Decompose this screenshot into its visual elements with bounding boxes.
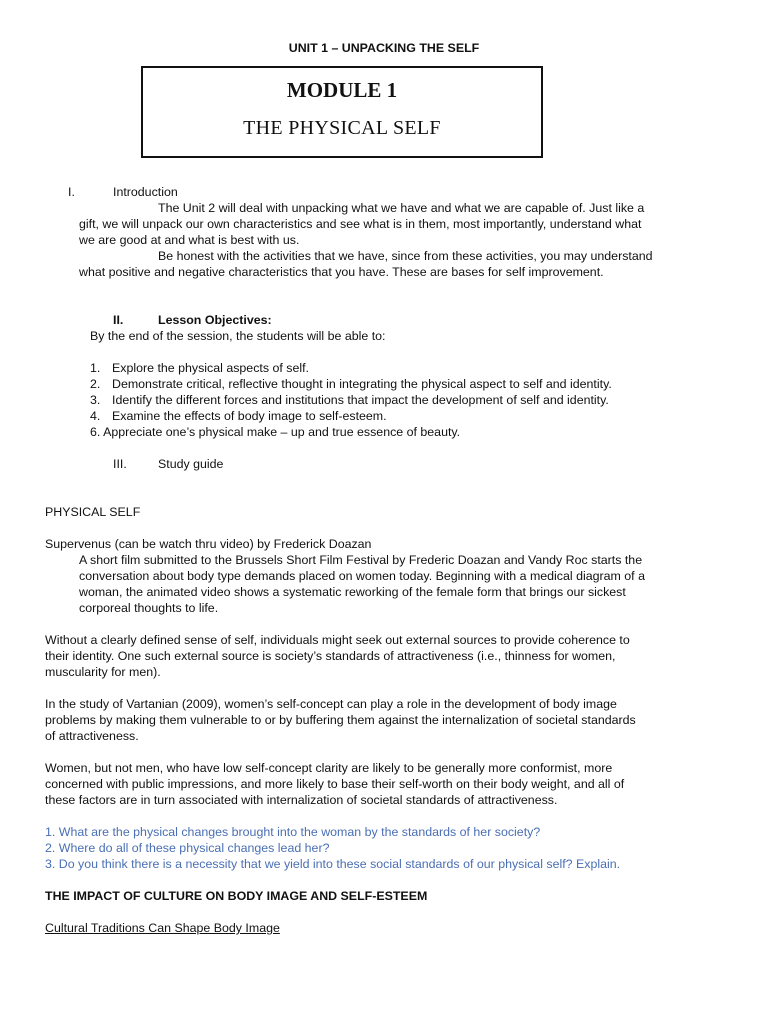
culture-heading: THE IMPACT OF CULTURE ON BODY IMAGE AND SELF-ESTEEM	[45, 889, 428, 903]
objective-item-6: 6. Appreciate one’s physical make – up and true essence of beauty.	[90, 425, 461, 439]
section-numeral-2: II.	[113, 313, 124, 327]
objective-text: Demonstrate critical, reflective thought in integrating the physical aspect to self and identity.	[112, 377, 612, 391]
module-title: MODULE 1	[286, 78, 398, 102]
culture-subheading: Cultural Traditions Can Shape Body Image	[45, 921, 280, 935]
objective-number: 3.	[90, 393, 101, 407]
unit-heading: UNIT 1 – UNPACKING THE SELF	[288, 41, 480, 55]
paragraph-line: problems by making them vulnerable to or by buffering them against the internalization of societal standards	[45, 713, 636, 727]
intro-line: we are good at and what is best with us.	[79, 233, 300, 247]
film-description-line: corporeal thoughts to life.	[79, 601, 219, 615]
paragraph-line: Without a clearly defined sense of self, individuals might seek out external sources to provide coherence to	[45, 633, 630, 647]
film-description-line: A short film submitted to the Brussels Short Film Festival by Frederic Doazan and Vandy Roc starts the	[79, 553, 643, 567]
paragraph-line: concerned with public impressions, and more likely to base their self-worth on their body weight, and all of	[45, 777, 625, 791]
film-description-line: conversation about body type demands placed on women today. Beginning with a medical diagram of a	[79, 569, 645, 583]
discussion-question: 2. Where do all of these physical changes lead her?	[45, 841, 330, 855]
objective-number: 1.	[90, 361, 101, 375]
discussion-question: 3. Do you think there is a necessity that we yield into these social standards of our physical self? Explain.	[45, 857, 621, 871]
objectives-lead: By the end of the session, the students will be able to:	[90, 329, 386, 343]
discussion-question: 1. What are the physical changes brought into the woman by the standards of her society?	[45, 825, 541, 839]
intro-line: gift, we will unpack our own characteristics and see what is in them, most importantly, understand what	[79, 217, 642, 231]
section-numeral-1: I.	[68, 185, 75, 199]
paragraph-line: of attractiveness.	[45, 729, 139, 743]
film-description-line: woman, the animated video shows a systematic reworking of the female form that brings our sickest	[79, 585, 626, 599]
objective-text: Explore the physical aspects of self.	[112, 361, 309, 375]
paragraph-line: muscularity for men).	[45, 665, 161, 679]
intro-line: The Unit 2 will deal with unpacking what we have and what we are capable of. Just like a	[158, 201, 645, 215]
paragraph-line: In the study of Vartanian (2009), women’s self-concept can play a role in the development of body image	[45, 697, 617, 711]
physical-self-heading: PHYSICAL SELF	[45, 505, 141, 519]
paragraph-line: these factors are in turn associated with internalization of societal standards of attractiveness.	[45, 793, 558, 807]
section-heading-study-guide: Study guide	[158, 457, 224, 471]
section-heading-objectives: Lesson Objectives:	[158, 313, 272, 327]
paragraph-line: their identity. One such external source is society’s standards of attractiveness (i.e., thinness for women,	[45, 649, 616, 663]
objective-number: 4.	[90, 409, 101, 423]
objective-text: Examine the effects of body image to self-esteem.	[112, 409, 387, 423]
objective-number: 2.	[90, 377, 101, 391]
paragraph-line: Women, but not men, who have low self-concept clarity are likely to be generally more conformist, more	[45, 761, 613, 775]
film-credit-line: Supervenus (can be watch thru video) by Frederick Doazan	[45, 537, 372, 551]
module-subtitle: THE PHYSICAL SELF	[243, 117, 441, 139]
section-heading-introduction: Introduction	[113, 185, 178, 199]
module-title-box	[141, 66, 543, 158]
section-numeral-3: III.	[113, 457, 127, 471]
intro-line: Be honest with the activities that we have, since from these activities, you may understand	[158, 249, 653, 263]
objective-text: Identify the different forces and institutions that impact the development of self and identity.	[112, 393, 609, 407]
intro-line: what positive and negative characteristics that you have. These are bases for self improvement.	[79, 265, 604, 279]
